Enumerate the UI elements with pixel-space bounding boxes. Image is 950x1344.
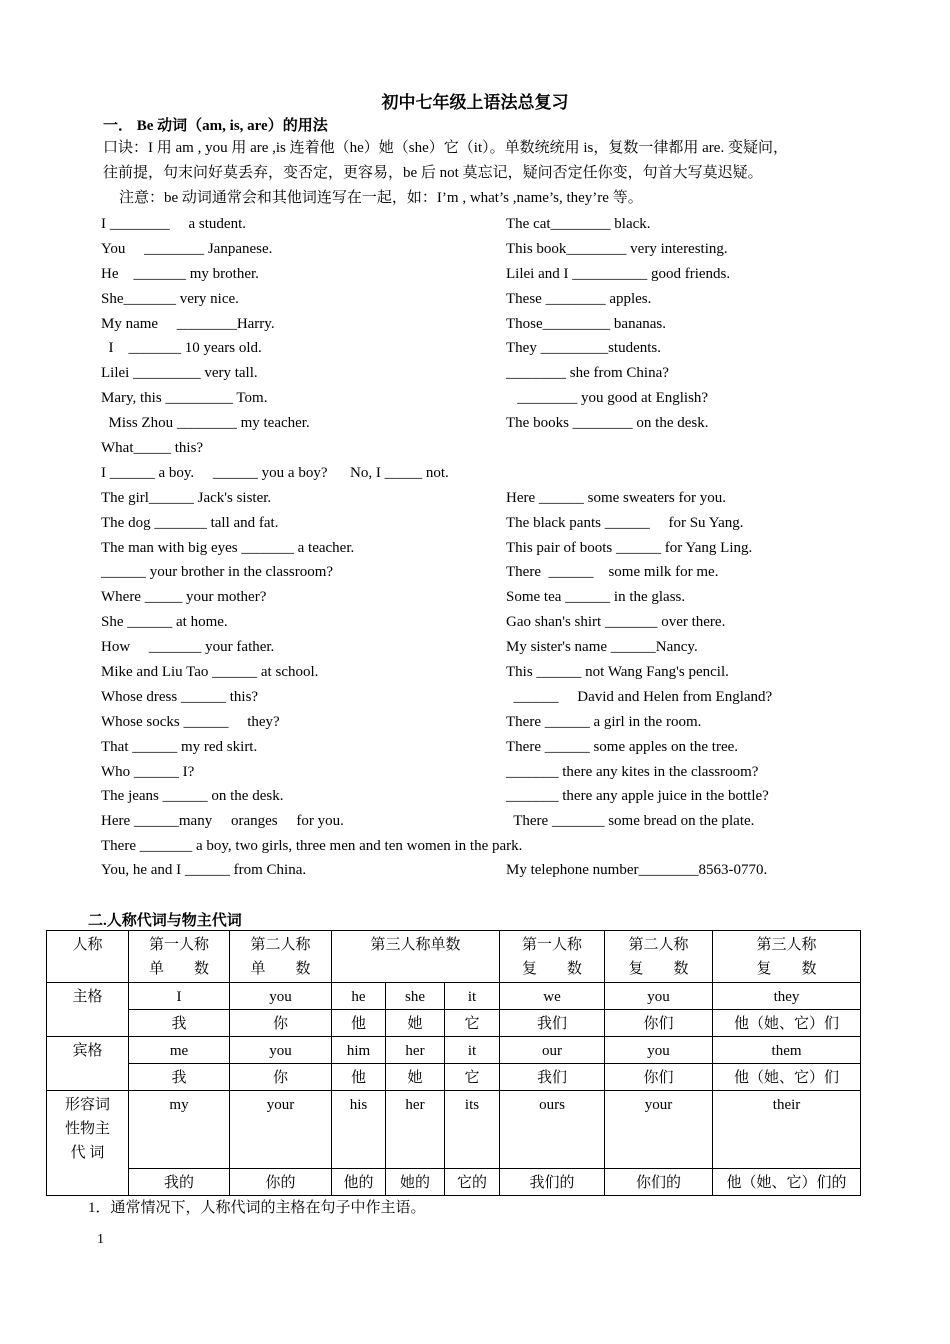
exercise-line: You, he and I ______ from China.	[101, 862, 307, 878]
table-cell: 我们	[500, 1064, 605, 1091]
exercise-line: Lilei _________ very tall.	[101, 365, 258, 382]
table-cell: you	[230, 983, 332, 1010]
section2-heading: 二.人称代词与物主代词	[88, 913, 242, 929]
table-cell: 他（她、它）们	[713, 1010, 861, 1037]
table-row	[47, 1064, 861, 1091]
mnemonic-line-2: 往前提，句末问好莫丢弃，变否定，更容易，be 后 not 莫忘记，疑问否定任你变，句首大写莫迟疑。	[103, 165, 763, 181]
exercise-line: What_____ this?	[101, 440, 204, 457]
exercise-line: _______ there any apple juice in the bottle?	[506, 788, 769, 805]
exercise-line: My sister's name ______Nancy.	[506, 639, 698, 656]
exercise-line: I _______ 10 years old.	[101, 340, 262, 357]
exercise-line: These ________ apples.	[506, 290, 652, 307]
table-cell: 他	[332, 1064, 386, 1091]
exercises-right-column	[506, 212, 772, 834]
exercise-line: The books ________ on the desk.	[506, 415, 709, 432]
table-cell: 我	[129, 1064, 230, 1091]
exercise-line: There _______ some bread on the plate.	[506, 813, 755, 830]
exercise-line: I ________ a student.	[101, 216, 246, 232]
section1-heading: 一． Be 动词（am, is, are）的用法	[103, 118, 328, 134]
exercise-line: ________ she from China?	[506, 365, 669, 382]
table-cell: 他（她、它）们	[713, 1064, 861, 1091]
table-cell: she	[386, 983, 445, 1010]
exercise-line: This book________ very interesting.	[506, 240, 728, 257]
table-cell: them	[713, 1037, 861, 1064]
exercise-line: The girl______ Jack's sister.	[101, 489, 272, 506]
exercise-line: The jeans ______ on the desk.	[101, 788, 284, 805]
table-row	[47, 1169, 861, 1196]
exercise-line: She_______ very nice.	[101, 290, 239, 307]
table-cell: we	[500, 983, 605, 1010]
exercise-line: This ______ not Wang Fang's pencil.	[506, 664, 729, 681]
table-cell: he	[332, 983, 386, 1010]
table-cell: your	[605, 1091, 713, 1169]
row-label: 宾格	[47, 1037, 129, 1064]
table-row	[47, 1010, 861, 1037]
row-label: 形容词 性物主 代 词	[47, 1091, 129, 1169]
header-third-plural: 第三人称 复 数	[713, 931, 861, 983]
table-cell: her	[386, 1037, 445, 1064]
exercise-line: Gao shan's shirt _______ over there.	[506, 614, 726, 631]
table-cell: ours	[500, 1091, 605, 1169]
mnemonic-line-1: 口诀：I 用 am , you 用 are ,is 连着他（he）她（she）它（it）。单数统统用 is，复数一律都用 are. 变疑问，	[103, 140, 788, 156]
exercise-line: I ______ a boy. ______ you a boy? No, I _____ not.	[101, 464, 449, 481]
exercise-line: My telephone number________8563-0770.	[506, 862, 768, 878]
exercise-line: Miss Zhou ________ my teacher.	[101, 415, 310, 432]
table-row	[47, 1037, 861, 1064]
exercise-line: This pair of boots ______ for Yang Ling.	[506, 539, 753, 556]
exercise-line: Whose socks ______ they?	[101, 713, 280, 730]
exercise-line: The dog _______ tall and fat.	[101, 514, 279, 531]
table-cell: 你	[230, 1010, 332, 1037]
table-cell: her	[386, 1091, 445, 1169]
exercise-line	[506, 436, 772, 461]
exercise-line: He _______ my brother.	[101, 265, 259, 282]
exercise-line: Those_________ bananas.	[506, 315, 666, 332]
section1-note: 注意：be 动词通常会和其他词连写在一起，如：I’m , what’s ,name’s, they’re 等。	[119, 190, 643, 206]
table-cell: 它的	[445, 1169, 500, 1196]
exercise-line: ______ David and Helen from England?	[506, 688, 773, 705]
exercise-line: ________ you good at English?	[506, 390, 709, 407]
table-cell: his	[332, 1091, 386, 1169]
table-cell: your	[230, 1091, 332, 1169]
table-cell: 你的	[230, 1169, 332, 1196]
exercise-line: Lilei and I __________ good friends.	[506, 265, 731, 282]
exercise-line: They _________students.	[506, 340, 661, 357]
exercise-line: Mary, this _________ Tom.	[101, 390, 268, 407]
table-cell: my	[129, 1091, 230, 1169]
table-cell: 我们的	[500, 1169, 605, 1196]
pronoun-table	[46, 930, 861, 1196]
row-label: 主格	[47, 983, 129, 1010]
table-cell: you	[605, 983, 713, 1010]
table-cell: him	[332, 1037, 386, 1064]
table-header-row	[47, 931, 861, 983]
table-cell: 我	[129, 1010, 230, 1037]
header-second-singular: 第二人称 单 数	[230, 931, 332, 983]
exercise-line: Whose dress ______ this?	[101, 688, 259, 705]
table-cell: you	[230, 1037, 332, 1064]
exercise-line: Some tea ______ in the glass.	[506, 589, 686, 606]
table-cell: 她	[386, 1064, 445, 1091]
table-cell: 它	[445, 1010, 500, 1037]
exercise-line: You ________ Janpanese.	[101, 240, 273, 257]
table-row	[47, 1091, 861, 1169]
exercise-line: My name ________Harry.	[101, 315, 275, 332]
table-cell: its	[445, 1091, 500, 1169]
table-cell: 我的	[129, 1169, 230, 1196]
exercise-line: There ______ a girl in the room.	[506, 713, 702, 730]
row-label	[47, 1064, 129, 1091]
page-number: 1	[97, 1232, 104, 1247]
table-cell: 它	[445, 1064, 500, 1091]
table-cell: it	[445, 983, 500, 1010]
header-second-plural: 第二人称 复 数	[605, 931, 713, 983]
exercise-line: The black pants ______ for Su Yang.	[506, 514, 744, 531]
table-cell: you	[605, 1037, 713, 1064]
page-title: 初中七年级上语法总复习	[381, 93, 569, 112]
table-cell: I	[129, 983, 230, 1010]
exercise-line	[506, 461, 772, 486]
exercise-line: ______ your brother in the classroom?	[101, 564, 334, 581]
row-label	[47, 1169, 129, 1196]
exercises-left-column	[101, 212, 449, 834]
header-third-singular: 第三人称单数	[332, 931, 500, 983]
exercise-line: That ______ my red skirt.	[101, 738, 258, 755]
row-label	[47, 1010, 129, 1037]
exercise-line: There ______ some milk for me.	[506, 564, 719, 581]
table-cell: 你们	[605, 1010, 713, 1037]
table-cell: it	[445, 1037, 500, 1064]
exercise-line: Where _____ your mother?	[101, 589, 267, 606]
table-cell: 她的	[386, 1169, 445, 1196]
exercise-line: _______ there any kites in the classroom?	[506, 763, 759, 780]
table-cell: 你们的	[605, 1169, 713, 1196]
exercise-line-full: There _______ a boy, two girls, three men and ten women in the park.	[101, 838, 523, 854]
note-1: 1．通常情况下，人称代词的主格在句子中作主语。	[88, 1200, 426, 1216]
table-row	[47, 983, 861, 1010]
table-cell: our	[500, 1037, 605, 1064]
table-cell: 我们	[500, 1010, 605, 1037]
table-cell: me	[129, 1037, 230, 1064]
table-cell: 她	[386, 1010, 445, 1037]
table-cell: 他（她、它）们的	[713, 1169, 861, 1196]
exercise-line: Here ______many oranges for you.	[101, 813, 344, 830]
header-person: 人称	[47, 931, 129, 983]
table-cell: 他	[332, 1010, 386, 1037]
header-first-singular: 第一人称 单 数	[129, 931, 230, 983]
exercise-line: There ______ some apples on the tree.	[506, 738, 739, 755]
exercise-line: Here ______ some sweaters for you.	[506, 489, 726, 506]
exercise-line: The man with big eyes _______ a teacher.	[101, 539, 355, 556]
header-first-plural: 第一人称 复 数	[500, 931, 605, 983]
table-cell: 他的	[332, 1169, 386, 1196]
table-cell: 你	[230, 1064, 332, 1091]
table-cell: their	[713, 1091, 861, 1169]
exercise-line: She ______ at home.	[101, 614, 228, 631]
exercise-line: The cat________ black.	[506, 216, 651, 232]
exercise-line: Who ______ I?	[101, 763, 195, 780]
exercise-line: How _______ your father.	[101, 639, 275, 656]
exercise-line: Mike and Liu Tao ______ at school.	[101, 664, 319, 681]
table-cell: they	[713, 983, 861, 1010]
table-cell: 你们	[605, 1064, 713, 1091]
